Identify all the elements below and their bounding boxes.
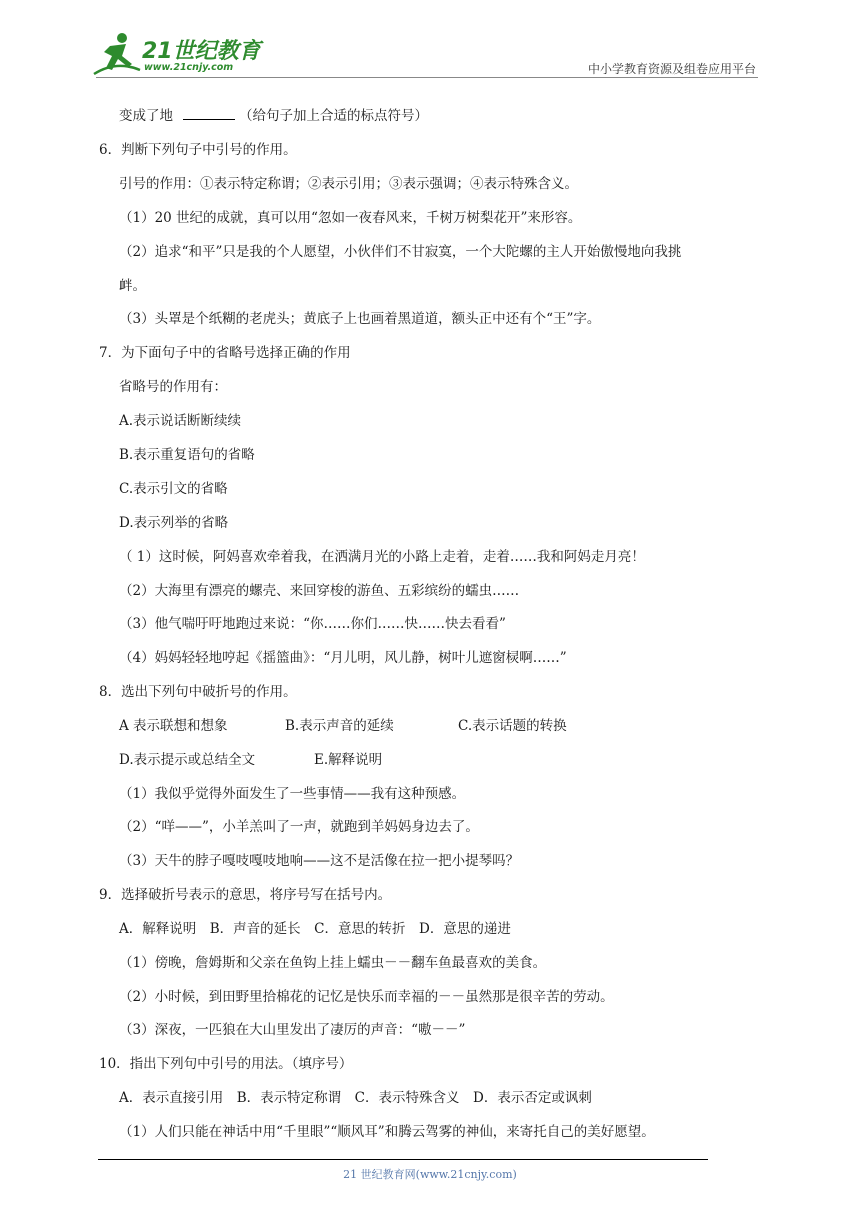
question-10-options: A．表示直接引用 B．表示特定称谓 C．表示特殊含义 D．表示否定或讽刺 [119, 1090, 592, 1106]
text-line [119, 107, 428, 125]
question-7-item-1: （ 1）这时候，阿妈喜欢牵着我，在洒满月光的小路上走着，走着……我和阿妈走月亮！ [119, 549, 645, 565]
footer-divider [98, 1159, 708, 1160]
logo-url: www.21cnjy.com [144, 62, 234, 73]
question-9: 9．选择破折号表示的意思，将序号写在括号内。 [99, 887, 392, 903]
question-7-option-a: A.表示说话断断续续 [119, 413, 242, 429]
question-7-item-3: （3）他气喘吁吁地跑过来说：“你……你们……快……快去看看” [119, 616, 506, 632]
question-7-option-b: B.表示重复语句的省略 [119, 447, 255, 463]
question-6-item-1: （1）20 世纪的成就，真可以用“忽如一夜春风来，千树万树梨花开”来形容。 [119, 210, 582, 226]
question-7-option-c: C.表示引文的省略 [119, 481, 228, 497]
page-header [0, 0, 860, 80]
question-7-intro: 省略号的作用有： [119, 379, 227, 395]
logo [92, 30, 262, 78]
question-7-option-d: D.表示列举的省略 [119, 515, 229, 531]
question-6-item-2-cont: 衅。 [119, 278, 146, 294]
question-8-option-d: D.表示提示或总结全文 [119, 752, 256, 768]
question-8-item-2: （2）“咩——”，小羊羔叫了一声，就跑到羊妈妈身边去了。 [119, 819, 479, 835]
header-divider [96, 77, 758, 78]
question-9-options: A．解释说明 B．声音的延长 C．意思的转折 D．意思的递进 [119, 921, 511, 937]
question-10: 10．指出下列句中引号的用法。（填序号） [99, 1056, 353, 1072]
question-8-option-b: B.表示声音的延续 [285, 718, 394, 734]
question-9-item-2: （2）小时候，到田野里拾棉花的记忆是快乐而幸福的－－虽然那是很辛苦的劳动。 [119, 989, 614, 1005]
question-8-option-e: E.解释说明 [314, 752, 383, 768]
answer-blank [183, 107, 235, 120]
question-8: 8．选出下列句中破折号的作用。 [99, 684, 297, 700]
logo-text: 21世纪教育 [142, 39, 261, 64]
question-6-item-3: （3）头罩是个纸糊的老虎头；黄底子上也画着黑道道，额头正中还有个“王”字。 [119, 311, 601, 327]
runner-logo-icon [92, 30, 142, 76]
question-6-item-2: （2）追求“和平”只是我的个人愿望，小伙伴们不甘寂寞，一个大陀螺的主人开始傲慢地向我挑 [119, 244, 682, 260]
question-7: 7．为下面句子中的省略号选择正确的作用 [99, 345, 351, 361]
question-9-item-1: （1）傍晚，詹姆斯和父亲在鱼钩上挂上蠕虫－－翻车鱼最喜欢的美食。 [119, 955, 547, 971]
header-title: 中小学教育资源及组卷应用平台 [587, 62, 756, 76]
question-8-option-a: A 表示联想和想象 [119, 718, 228, 734]
question-6: 6．判断下列句子中引号的作用。 [99, 142, 297, 158]
footer-link[interactable]: 21 世纪教育网(www.21cnjy.com) [343, 1168, 517, 1181]
question-9-item-3: （3）深夜，一匹狼在大山里发出了凄厉的声音：“嗷－－” [119, 1022, 466, 1038]
question-8-item-1: （1）我似乎觉得外面发生了一些事情——我有这种预感。 [119, 786, 466, 802]
question-7-item-2: （2）大海里有漂亮的螺壳、来回穿梭的游鱼、五彩缤纷的蠕虫…… [119, 583, 520, 599]
question-6-intro: 引号的作用：①表示特定称谓；②表示引用；③表示强调；④表示特殊含义。 [119, 176, 578, 192]
question-8-item-3: （3）天牛的脖子嘎吱嘎吱地响——这不是活像在拉一把小提琴吗？ [119, 853, 520, 869]
question-10-item-1: （1）人们只能在神话中用“千里眼”“顺风耳”和腾云驾雾的神仙，来寄托自己的美好愿望。 [119, 1124, 655, 1140]
question-7-item-4: （4）妈妈轻轻地哼起《摇篮曲》：“月儿明，风儿静，树叶儿遮窗棂啊……” [119, 650, 567, 666]
text-fragment: 变成了地 [119, 108, 173, 124]
question-8-option-c: C.表示话题的转换 [458, 718, 567, 734]
text-fragment: （给句子加上合适的标点符号） [239, 108, 428, 124]
